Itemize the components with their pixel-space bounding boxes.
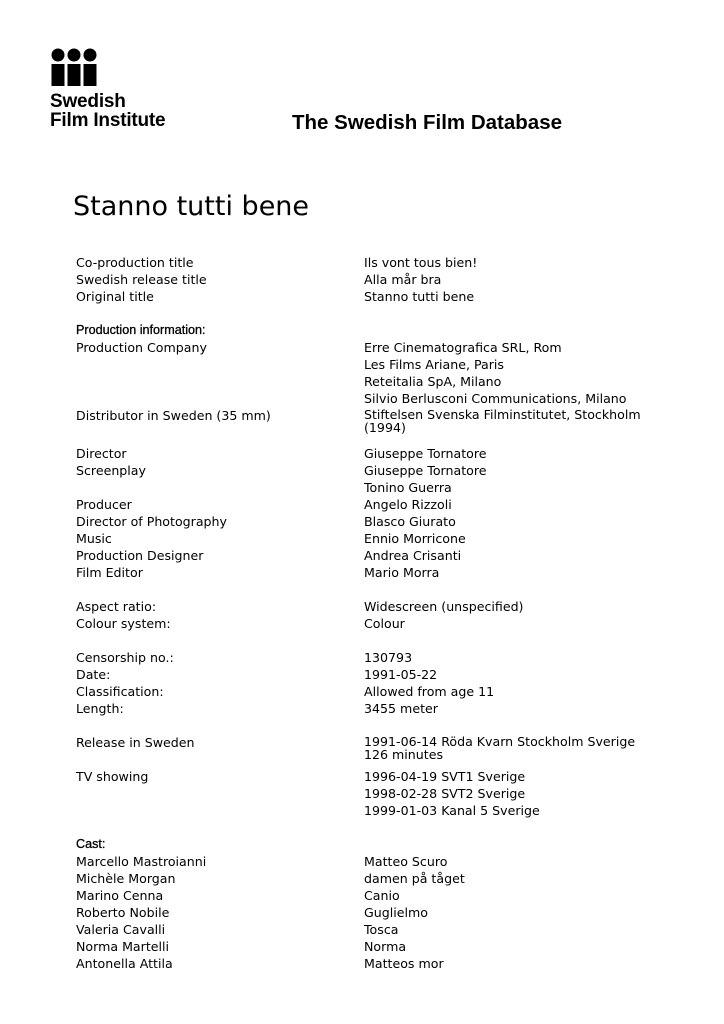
detail-value: 3455 meter	[364, 701, 438, 716]
section-heading-production: Production information:	[76, 323, 206, 337]
cast-heading-row	[76, 836, 676, 853]
detail-row-music	[76, 530, 676, 547]
detail-label: Release in Sweden	[76, 735, 195, 750]
cast-row	[76, 904, 676, 921]
detail-label: Screenplay	[76, 463, 146, 478]
detail-row-director	[76, 445, 676, 462]
detail-row-classification	[76, 683, 676, 700]
detail-label: Film Editor	[76, 565, 143, 580]
detail-row-censorship-date	[76, 666, 676, 683]
detail-value: 1991-05-22	[364, 667, 438, 682]
detail-value: Blasco Giurato	[364, 514, 456, 529]
detail-value: Erre Cinematografica SRL, Rom	[364, 340, 562, 355]
detail-row-distributor	[76, 407, 676, 437]
detail-row-original-title	[76, 288, 676, 305]
cast-row	[76, 870, 676, 887]
release-runtime: 126 minutes	[364, 747, 444, 762]
cast-row	[76, 955, 676, 972]
detail-row-release-in-sweden	[76, 734, 676, 764]
detail-row-colour-system	[76, 615, 676, 632]
detail-row-production-company	[76, 356, 676, 373]
detail-row-production-company	[76, 339, 676, 356]
detail-row-screenplay	[76, 462, 676, 479]
cast-role: Norma	[364, 939, 407, 954]
cast-role: Canio	[364, 888, 400, 903]
detail-label	[76, 479, 364, 496]
detail-value: Stanno tutti bene	[364, 289, 475, 304]
detail-row-tv-showing	[76, 802, 676, 819]
detail-value: Reteitalia SpA, Milano	[364, 374, 502, 389]
detail-label: Director of Photography	[76, 514, 227, 529]
detail-value: Widescreen (unspecified)	[364, 599, 524, 614]
detail-row-film-editor	[76, 564, 676, 581]
detail-row-swedish-release-title	[76, 271, 676, 288]
detail-value: 1998-02-28 SVT2 Sverige	[364, 786, 526, 801]
sfi-logo	[50, 48, 190, 130]
detail-row-production-company	[76, 390, 676, 407]
detail-label: Music	[76, 531, 112, 546]
detail-label: Co-production title	[76, 255, 194, 270]
cast-role: damen på tåget	[364, 871, 465, 886]
detail-row-length	[76, 700, 676, 717]
detail-label: Production Designer	[76, 548, 204, 563]
cast-actor: Antonella Attila	[76, 956, 173, 971]
detail-row-coproduction-title	[76, 254, 676, 271]
detail-value: Ils vont tous bien!	[364, 255, 478, 270]
detail-value: Allowed from age 11	[364, 684, 495, 699]
detail-label: Aspect ratio:	[76, 599, 157, 614]
detail-row-aspect-ratio	[76, 598, 676, 615]
cast-actor: Marino Cenna	[76, 888, 164, 903]
film-title: Stanno tutti bene	[73, 191, 310, 222]
detail-value: Giuseppe Tornatore	[364, 446, 487, 461]
detail-row-screenplay	[76, 479, 676, 496]
detail-row-tv-showing	[76, 768, 676, 785]
cast-role: Guglielmo	[364, 905, 428, 920]
production-heading-row	[76, 322, 676, 339]
detail-label: Censorship no.:	[76, 650, 174, 665]
section-heading-cast: Cast:	[76, 837, 106, 851]
cast-row	[76, 853, 676, 870]
cast-actor: Valeria Cavalli	[76, 922, 166, 937]
detail-row-production-company	[76, 373, 676, 390]
logo-line-2: Film Institute	[50, 110, 166, 131]
cast-actor: Norma Martelli	[76, 939, 170, 954]
detail-value: 1999-01-03 Kanal 5 Sverige	[364, 803, 540, 818]
detail-value: 1996-04-19 SVT1 Sverige	[364, 769, 526, 784]
cast-actor: Michèle Morgan	[76, 871, 176, 886]
detail-label: Date:	[76, 667, 111, 682]
detail-label: Original title	[76, 289, 154, 304]
cast-actor: Roberto Nobile	[76, 905, 170, 920]
cast-actor: Marcello Mastroianni	[76, 854, 207, 869]
detail-row-director-of-photography	[76, 513, 676, 530]
detail-value: Tonino Guerra	[364, 480, 452, 495]
detail-label: Length:	[76, 701, 124, 716]
detail-row-producer	[76, 496, 676, 513]
detail-value: Ennio Morricone	[364, 531, 466, 546]
cast-row	[76, 887, 676, 904]
logo-line-1: Swedish	[50, 91, 126, 112]
detail-value	[364, 734, 676, 764]
detail-value: Alla mår bra	[364, 272, 442, 287]
film-details	[76, 254, 676, 972]
detail-value: Stiftelsen Svenska Filminstitutet, Stockholm (1994)	[364, 407, 641, 435]
detail-row-tv-showing	[76, 785, 676, 802]
cast-role: Tosca	[364, 922, 399, 937]
detail-label: Colour system:	[76, 616, 171, 631]
detail-value: Mario Morra	[364, 565, 440, 580]
detail-value: Colour	[364, 616, 405, 631]
cast-row	[76, 921, 676, 938]
detail-value: Andrea Crisanti	[364, 548, 462, 563]
detail-row-production-designer	[76, 547, 676, 564]
database-title: The Swedish Film Database	[292, 111, 562, 134]
detail-label: Distributor in Sweden (35 mm)	[76, 408, 271, 423]
sfi-logo-icon	[50, 48, 100, 88]
detail-label: Production Company	[76, 340, 207, 355]
cast-role: Matteos mor	[364, 956, 444, 971]
release-premiere: 1991-06-14 Röda Kvarn Stockholm Sverige	[364, 734, 636, 749]
detail-label: Director	[76, 446, 127, 461]
detail-value: Silvio Berlusconi Communications, Milano	[364, 391, 627, 406]
detail-label: Classification:	[76, 684, 164, 699]
cast-row	[76, 938, 676, 955]
detail-value: Angelo Rizzoli	[364, 497, 452, 512]
detail-row-censorship-no	[76, 649, 676, 666]
detail-value: 130793	[364, 650, 413, 665]
detail-value: Les Films Ariane, Paris	[364, 357, 504, 372]
detail-value: Giuseppe Tornatore	[364, 463, 487, 478]
detail-label: TV showing	[76, 769, 149, 784]
detail-label: Producer	[76, 497, 132, 512]
cast-role: Matteo Scuro	[364, 854, 448, 869]
logo-wordmark	[50, 92, 190, 130]
detail-label: Swedish release title	[76, 272, 207, 287]
